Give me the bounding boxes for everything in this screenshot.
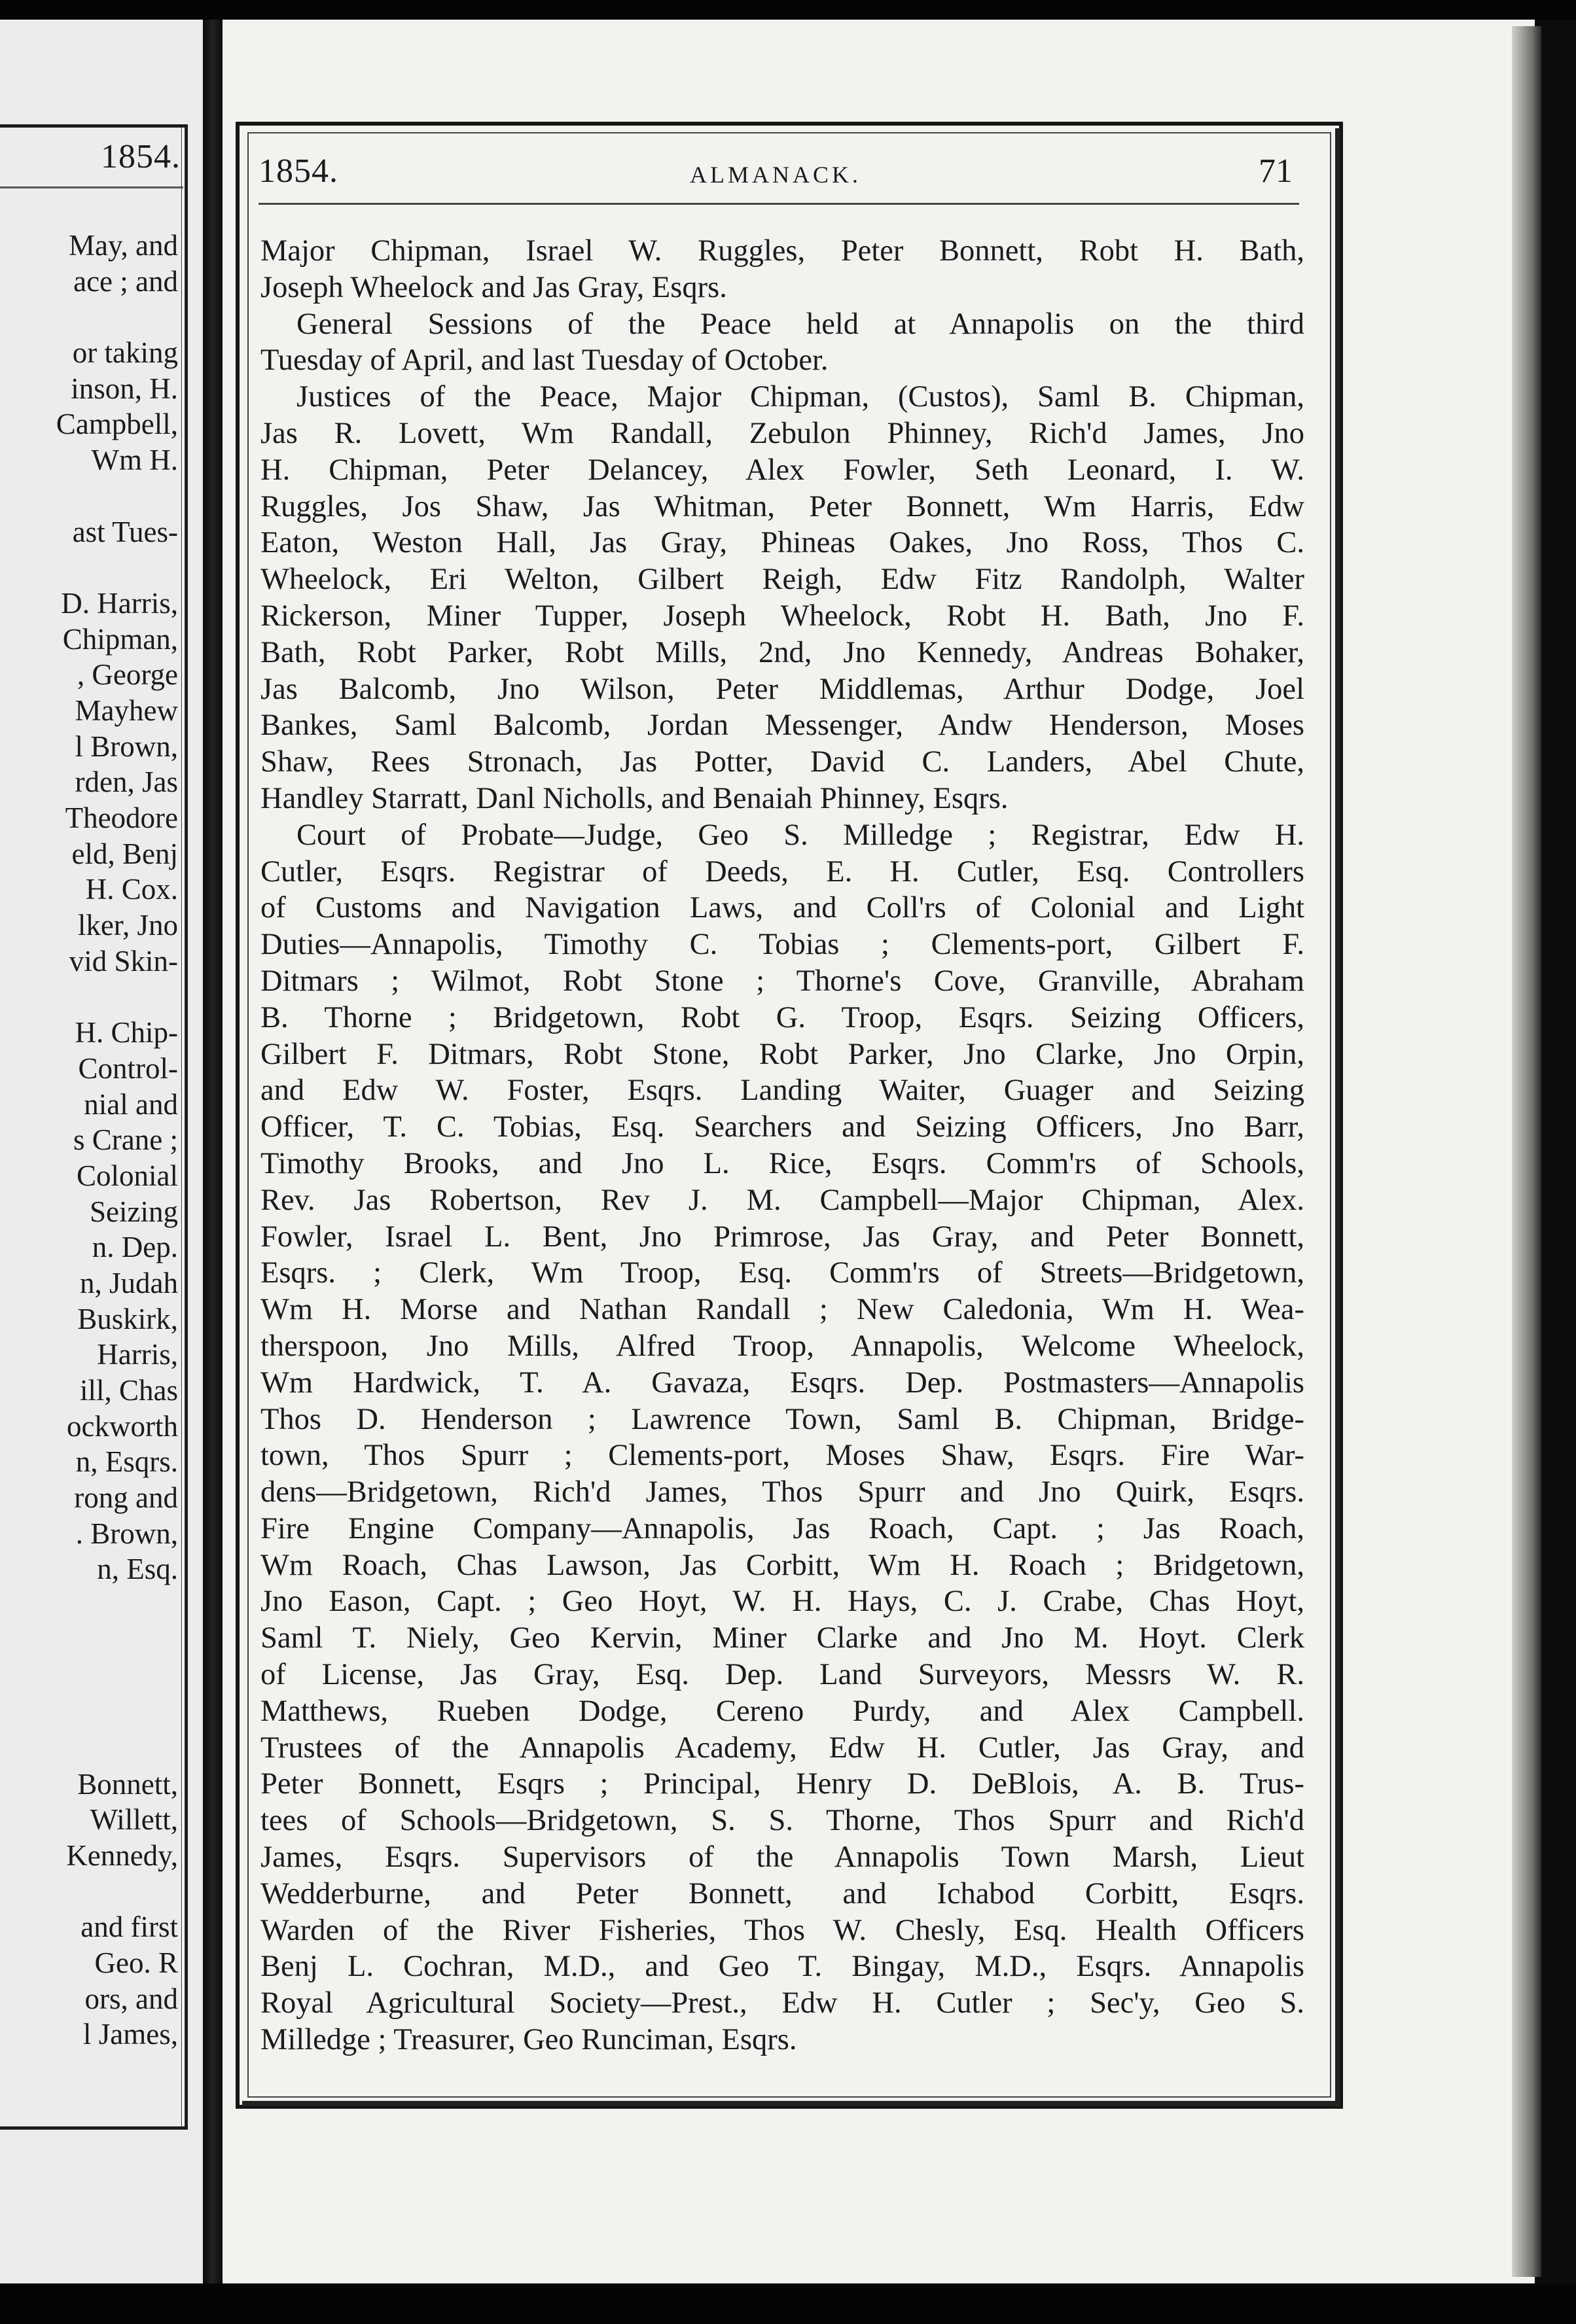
text-line: Wheelock, Eri Welton, Gilbert Reigh, Edw Fitz Randolph, Walter <box>260 563 1304 597</box>
text-line: Esqrs. ; Clerk, Wm Troop, Esq. Comm'rs of Streets—Bridgetown, <box>260 1256 1304 1290</box>
text-line: Bath, Robt Parker, Robt Mills, 2nd, Jno Kennedy, Andreas Bohaker, <box>260 635 1304 669</box>
text-line: Matthews, Rueben Dodge, Cereno Purdy, and Alex Campbell. <box>260 1694 1304 1728</box>
text-line: town, Thos Spurr ; Clements-port, Moses Shaw, Esqrs. Fire War- <box>260 1439 1304 1473</box>
previous-page-line <box>0 1731 178 1767</box>
previous-page-line: lker, Jno <box>77 909 178 942</box>
previous-page-line: H. Cox. <box>85 873 178 906</box>
previous-page-line <box>0 1659 178 1695</box>
text-line: Duties—Annapolis, Timothy C. Tobias ; Clements-port, Gilbert F. <box>260 928 1304 962</box>
previous-page-line: Seizing <box>90 1195 178 1228</box>
text-line: Wm H. Morse and Nathan Randall ; New Caledonia, Wm H. Wea- <box>260 1293 1304 1327</box>
text-line: Officer, T. C. Tobias, Esq. Searchers and Seizing Officers, Jno Barr, <box>260 1110 1304 1144</box>
previous-page-line: n, Judah <box>80 1266 178 1299</box>
text-line: Ruggles, Jos Shaw, Jas Whitman, Peter Bonnett, Wm Harris, Edw <box>260 489 1304 523</box>
previous-page-line: D. Harris, <box>61 586 178 620</box>
previous-page-line: ast Tues- <box>72 515 178 548</box>
header-year: 1854. <box>259 152 338 190</box>
previous-page-line: eld, Benj <box>71 837 178 870</box>
text-line: Fowler, Israel L. Bent, Jno Primrose, Jas Gray, and Peter Bonnett, <box>260 1220 1304 1254</box>
previous-page-line <box>0 550 178 586</box>
text-line: Rev. Jas Robertson, Rev J. M. Campbell—Major Chipman, Alex. <box>260 1183 1304 1217</box>
text-line: Major Chipman, Israel W. Ruggles, Peter Bonnett, Robt H. Bath, <box>260 234 1304 268</box>
text-line: Milledge ; Treasurer, Geo Runciman, Esqrs. <box>260 2023 797 2057</box>
text-line: B. Thorne ; Bridgetown, Robt G. Troop, Esqrs. Seizing Officers, <box>260 1000 1304 1034</box>
page-border-shadow-right <box>1335 128 1340 2107</box>
text-line: Court of Probate—Judge, Geo S. Milledge ; Registrar, Edw H. <box>296 818 1304 852</box>
previous-page-line: . Brown, <box>75 1517 178 1550</box>
text-line: Wedderburne, and Peter Bonnett, and Ichabod Corbitt, Esqrs. <box>260 1876 1304 1910</box>
previous-page-line: vid Skin- <box>69 944 178 977</box>
text-line: General Sessions of the Peace held at Annapolis on the third <box>296 307 1304 341</box>
text-line: Trustees of the Annapolis Academy, Edw H. Cutler, Jas Gray, and <box>260 1731 1304 1765</box>
previous-page-line: ill, Chas <box>79 1374 178 1407</box>
text-line: Bankes, Saml Balcomb, Jordan Messenger, Andw Henderson, Moses <box>260 709 1304 743</box>
previous-page-year: 1854. <box>101 138 181 175</box>
text-line: Wm Roach, Chas Lawson, Jas Corbitt, Wm H. Roach ; Bridgetown, <box>260 1548 1304 1582</box>
previous-page-line: s Crane ; <box>73 1123 178 1157</box>
previous-page-line: Wm H. <box>91 444 178 477</box>
scan-top-edge <box>0 0 1576 20</box>
text-line: Royal Agricultural Society—Prest., Edw H. Cutler ; Sec'y, Geo S. <box>260 1986 1304 2020</box>
previous-page-line: ace ; and <box>73 264 178 298</box>
previous-page-line: ockworth <box>67 1409 178 1443</box>
previous-page-line: Theodore <box>65 801 178 834</box>
page-number: 71 <box>1259 152 1293 190</box>
text-line: Wm Hardwick, T. A. Gavaza, Esqrs. Dep. Postmasters—Annapolis <box>260 1365 1304 1400</box>
text-line: Tuesday of April, and last Tuesday of October. <box>260 343 829 378</box>
previous-page-rule <box>0 186 183 188</box>
previous-page-line: H. Chip- <box>75 1016 178 1049</box>
previous-page-line: inson, H. <box>71 372 178 405</box>
previous-page-line: l James, <box>83 2018 178 2051</box>
text-line: therspoon, Jno Mills, Alfred Troop, Annapolis, Welcome Wheelock, <box>260 1329 1304 1363</box>
text-line: Cutler, Esqrs. Registrar of Deeds, E. H. Cutler, Esq. Controllers <box>260 854 1304 889</box>
text-line: tees of Schools—Bridgetown, S. S. Thorne, Thos Spurr and Rich'd <box>260 1804 1304 1838</box>
text-line: James, Esqrs. Supervisors of the Annapolis Town Marsh, Lieut <box>260 1840 1304 1875</box>
header-rule <box>259 203 1299 205</box>
previous-page-line: ors, and <box>84 1982 178 2015</box>
previous-page-line: , George <box>77 658 178 692</box>
text-line: Shaw, Rees Stronach, Jas Potter, David C. Landers, Abel Chute, <box>260 745 1304 779</box>
previous-page-line <box>0 1587 178 1623</box>
text-line: Fire Engine Company—Annapolis, Jas Roach, Capt. ; Jas Roach, <box>260 1511 1304 1545</box>
previous-page-line <box>0 979 178 1015</box>
text-line: of License, Jas Gray, Esq. Dep. Land Surveyors, Messrs W. R. <box>260 1658 1304 1692</box>
previous-page-line: rden, Jas <box>75 766 178 799</box>
text-line: Jno Eason, Capt. ; Geo Hoyt, W. H. Hays, C. J. Crabe, Chas Hoyt, <box>260 1585 1304 1619</box>
previous-page-line <box>0 1874 178 1910</box>
previous-page-line: Bonnett, <box>77 1767 178 1801</box>
text-line: H. Chipman, Peter Delancey, Alex Fowler, Seth Leonard, I. W. <box>260 453 1304 487</box>
previous-page-line: Chipman, <box>62 622 178 656</box>
text-line: dens—Bridgetown, Rich'd James, Thos Spurr and Jno Quirk, Esqrs. <box>260 1475 1304 1509</box>
previous-page-line: Geo. R <box>94 1946 178 1979</box>
text-line: Warden of the River Fisheries, Thos W. Chesly, Esq. Health Officers <box>260 1913 1304 1947</box>
header-title: ALMANACK. <box>689 162 861 188</box>
previous-page-line: May, and <box>68 229 178 262</box>
previous-page-line: or taking <box>72 336 178 370</box>
text-line: Eaton, Weston Hall, Jas Gray, Phineas Oakes, Jno Ross, Thos C. <box>260 526 1304 560</box>
text-line: Gilbert F. Ditmars, Robt Stone, Robt Parker, Jno Clarke, Jno Orpin, <box>260 1037 1304 1071</box>
previous-page-line <box>0 1695 178 1731</box>
text-line: Joseph Wheelock and Jas Gray, Esqrs. <box>260 270 727 304</box>
previous-page-line: Buskirk, <box>77 1302 178 1335</box>
previous-page-line: nial and <box>84 1087 178 1121</box>
previous-page-fragment <box>0 20 203 2283</box>
text-line: of Customs and Navigation Laws, and Coll'rs of Colonial and Light <box>260 891 1304 925</box>
text-line: Jas R. Lovett, Wm Randall, Zebulon Phinney, Rich'd James, Jno <box>260 416 1304 450</box>
text-line: Jas Balcomb, Jno Wilson, Peter Middlemas, Arthur Dodge, Joel <box>260 672 1304 706</box>
previous-page-line: Harris, <box>97 1338 178 1371</box>
text-line: Handley Starratt, Danl Nicholls, and Benaiah Phinney, Esqrs. <box>260 781 1009 815</box>
previous-page-line: n, Esq. <box>97 1553 178 1586</box>
previous-page-text <box>0 228 178 2052</box>
previous-page-line: Control- <box>78 1051 178 1085</box>
previous-page-line: n. Dep. <box>92 1231 178 1264</box>
previous-page-line: n, Esqrs. <box>75 1445 178 1479</box>
previous-page-line: Mayhew <box>75 694 178 727</box>
text-line: Peter Bonnett, Esqrs ; Principal, Henry D. DeBlois, A. B. Trus- <box>260 1767 1304 1801</box>
previous-page-line: rong and <box>74 1481 178 1515</box>
book-gutter <box>203 20 223 2283</box>
previous-page-line: l Brown, <box>75 730 178 763</box>
text-line: Rickerson, Miner Tupper, Joseph Wheelock, Robt H. Bath, Jno F. <box>260 599 1304 633</box>
text-line: Ditmars ; Wilmot, Robt Stone ; Thorne's Cove, Granville, Abraham <box>260 964 1304 998</box>
text-line: Thos D. Henderson ; Lawrence Town, Saml B. Chipman, Bridge- <box>260 1402 1304 1436</box>
previous-page-line: Kennedy, <box>66 1839 178 1872</box>
previous-page-line: Campbell, <box>56 408 178 441</box>
scan-bottom-edge <box>0 2283 1576 2324</box>
previous-page-line <box>0 299 178 335</box>
page-body-text <box>260 233 1304 2058</box>
text-line: Justices of the Peace, Major Chipman, (Custos), Saml B. Chipman, <box>296 380 1304 414</box>
text-line: Saml T. Niely, Geo Kervin, Miner Clarke and Jno M. Hoyt. Clerk <box>260 1621 1304 1655</box>
previous-page-line: and first <box>81 1910 178 1944</box>
previous-page-line: Colonial <box>77 1159 178 1192</box>
text-line: Benj L. Cochran, M.D., and Geo T. Bingay, M.D., Esqrs. Annapolis <box>260 1950 1304 1984</box>
previous-page-line: Willett, <box>90 1803 178 1837</box>
previous-page-line <box>0 478 178 514</box>
text-line: and Edw W. Foster, Esqrs. Landing Waiter, Guager and Seizing <box>260 1074 1304 1108</box>
page-border-shadow-bottom <box>242 2101 1340 2106</box>
running-head <box>259 152 1293 198</box>
text-line: Timothy Brooks, and Jno L. Rice, Esqrs. Comm'rs of Schools, <box>260 1146 1304 1180</box>
page-edge-shadow <box>1512 26 1541 2277</box>
previous-page-line <box>0 1623 178 1659</box>
